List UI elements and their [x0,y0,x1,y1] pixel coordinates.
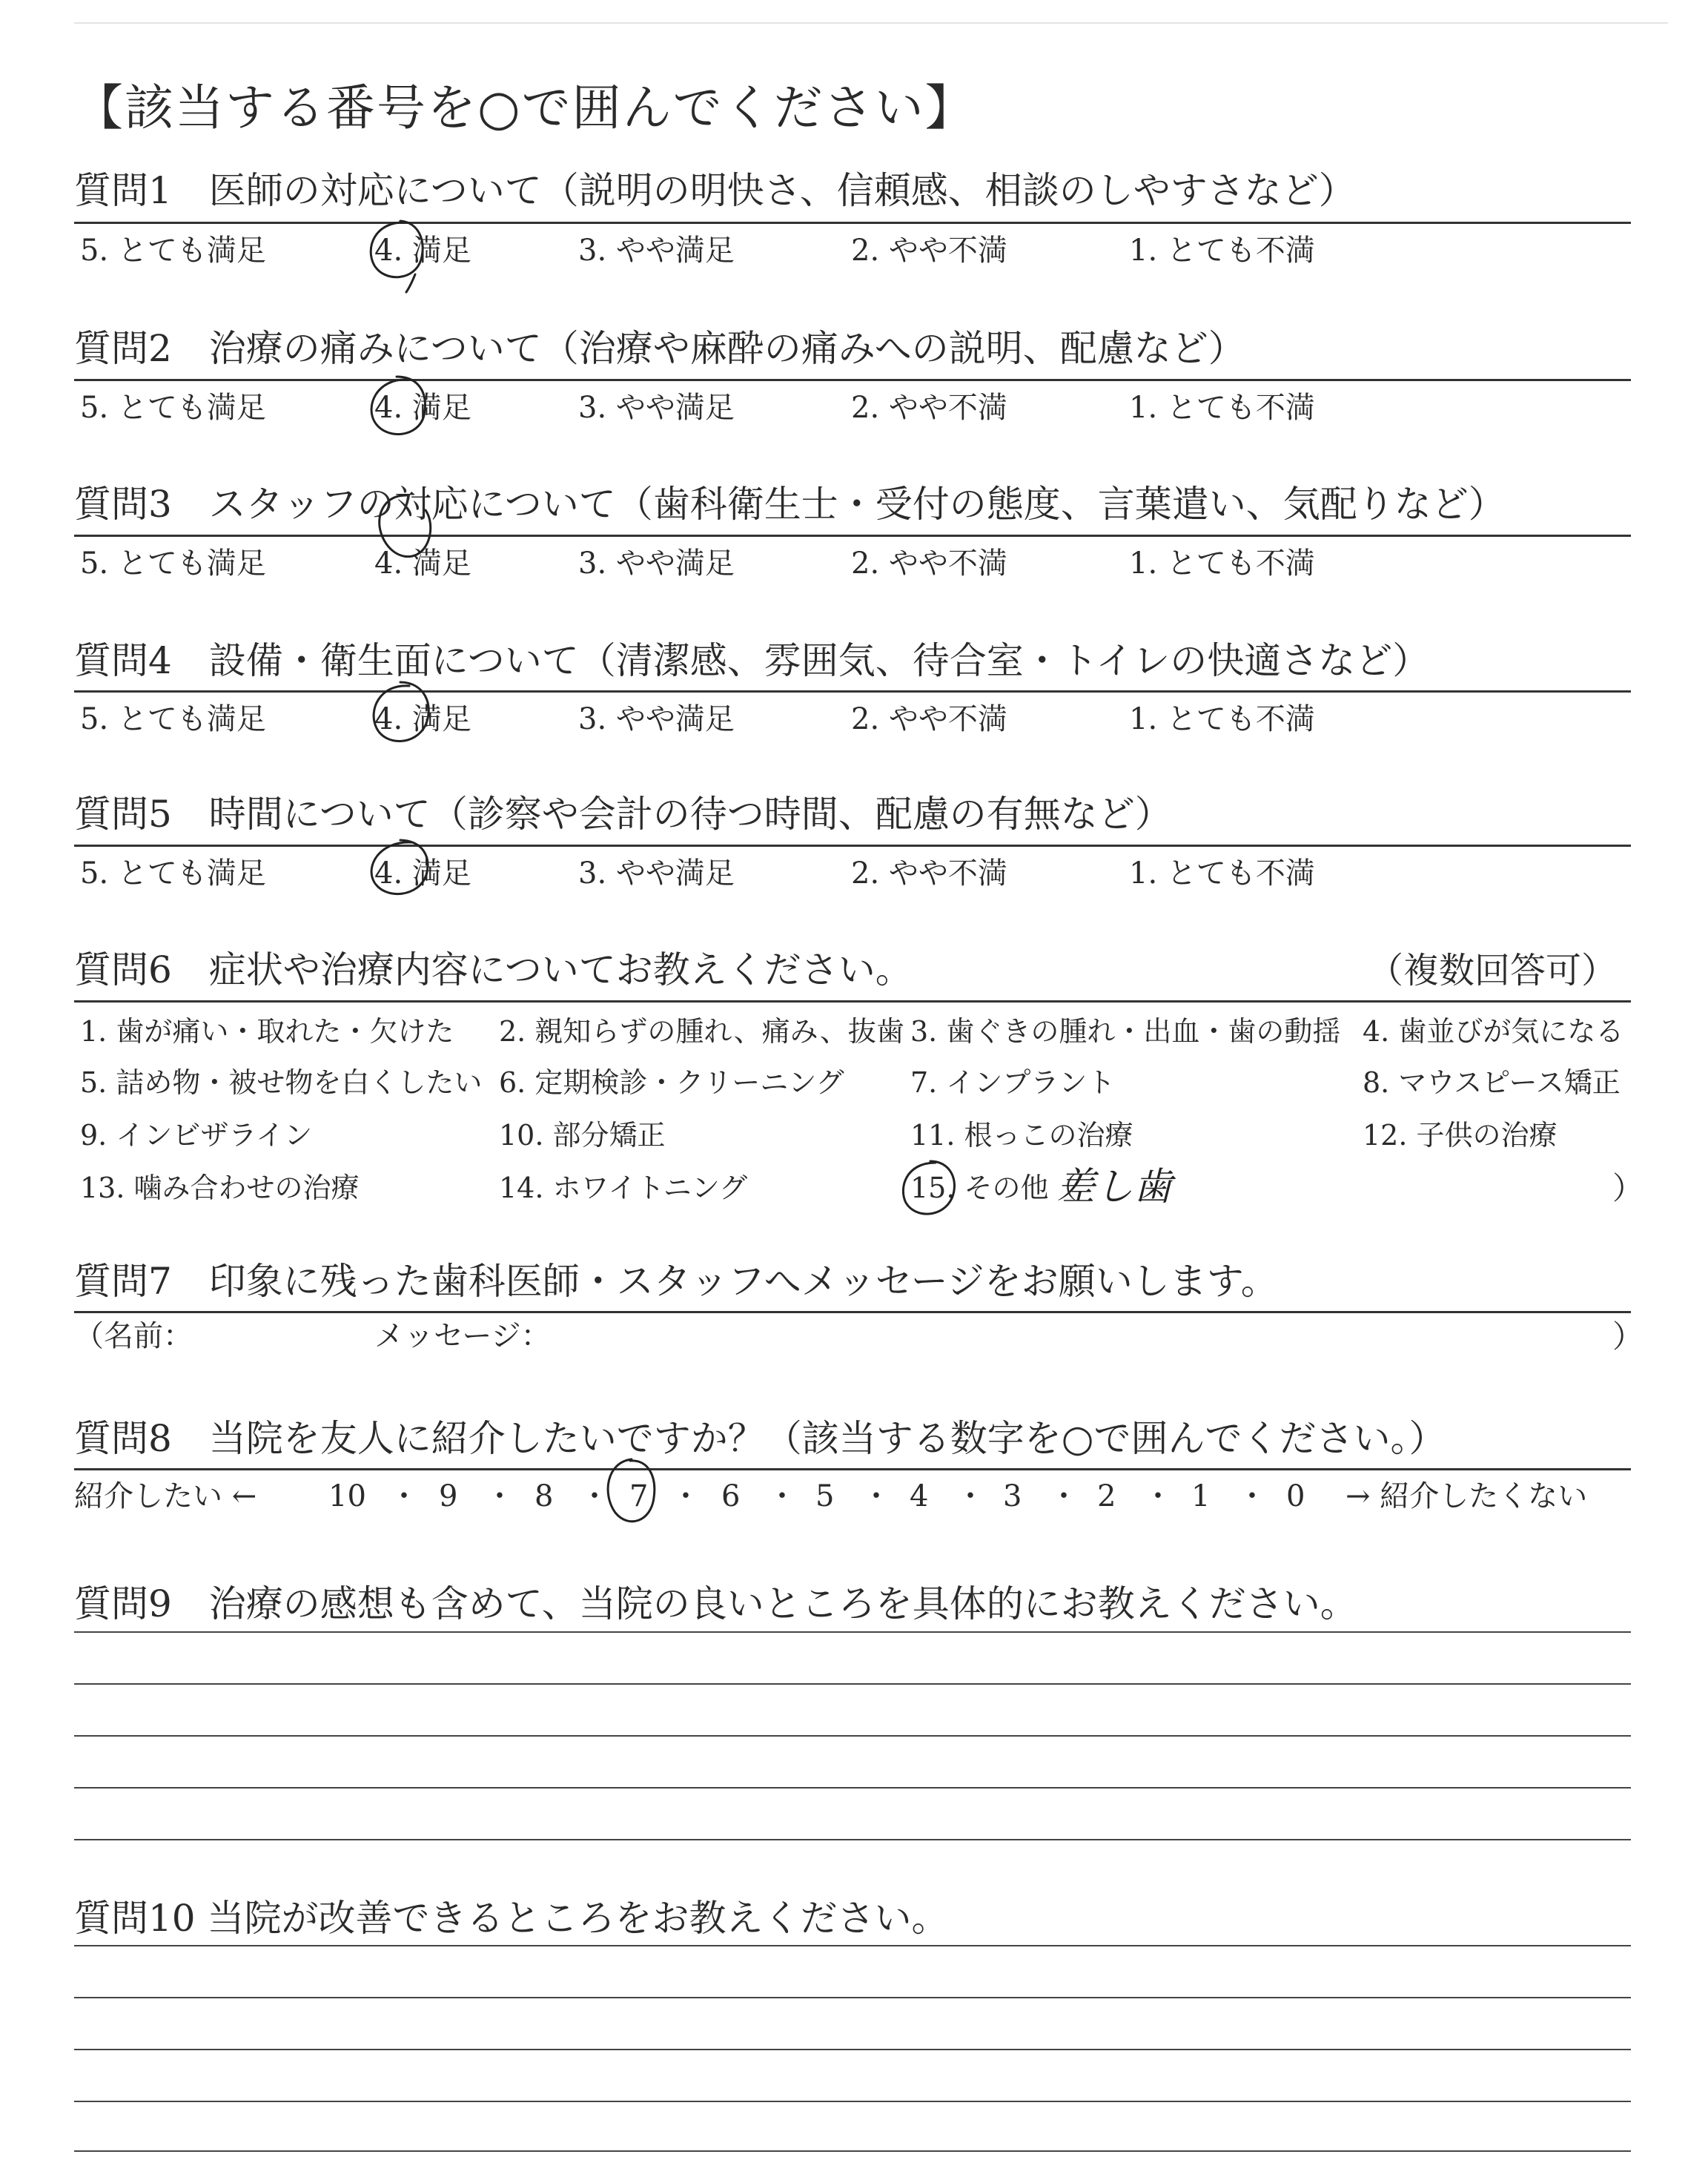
q6-option-14[interactable]: 14. ホワイトニング [499,1172,748,1204]
q6-option-10[interactable]: 10. 部分矯正 [499,1119,666,1152]
question-7-rule [74,1311,1631,1313]
q10-answer-line[interactable] [74,2101,1631,2102]
question-5-rule [74,845,1631,847]
q10-answer-line[interactable] [74,2049,1631,2050]
q9-answer-line[interactable] [74,1683,1631,1685]
q8-separator: ・ [1049,1479,1079,1513]
question-6-rule [74,1000,1631,1003]
q4-option-4[interactable]: 4. 満足 [374,702,471,736]
question-3-rule [74,535,1631,537]
q6-option-9[interactable]: 9. インビザライン [80,1119,313,1152]
question-1-rule [74,222,1631,224]
q8-scale-2[interactable]: 2 [1097,1479,1116,1513]
q6-option-6[interactable]: 6. 定期検診・クリーニング [499,1066,844,1099]
scan-edge-line [74,22,1668,24]
q3-option-2[interactable]: 2. やや不満 [851,546,1007,581]
q2-option-2[interactable]: 2. やや不満 [851,391,1007,425]
q6-other-closing-paren: ） [1612,1170,1644,1206]
q8-separator: ・ [671,1479,701,1513]
q7-message-label[interactable]: メッセージ： [374,1319,551,1353]
q2-option-4[interactable]: 4. 満足 [374,391,471,425]
q1-option-1[interactable]: 1. とても不満 [1129,234,1315,268]
q3-option-3[interactable]: 3. やや満足 [578,546,735,581]
q8-scale-6[interactable]: 6 [721,1479,741,1513]
question-10-title: 質問10 当院が改善できるところをお教えください。 [74,1897,949,1940]
q8-separator: ・ [1143,1479,1173,1513]
q1-option-4[interactable]: 4. 満足 [374,234,471,268]
q9-answer-line[interactable] [74,1787,1631,1789]
question-7-title: 質問7 印象に残った歯科医師・スタッフへメッセージをお願いします。 [74,1260,1278,1303]
q6-option-2[interactable]: 2. 親知らずの腫れ、痛み、抜歯 [499,1015,904,1048]
question-4-rule [74,690,1631,693]
question-8-title: 質問8 当院を友人に紹介したいですか？（該当する数字を○で囲んでください。） [74,1417,1446,1460]
q5-option-4[interactable]: 4. 満足 [374,856,471,891]
q4-option-3[interactable]: 3. やや満足 [578,702,735,736]
q4-option-2[interactable]: 2. やや不満 [851,702,1007,736]
q8-separator: ・ [1237,1479,1267,1513]
q3-option-4[interactable]: 4. 満足 [374,546,471,581]
q6-option-13[interactable]: 13. 噛み合わせの治療 [80,1172,360,1204]
q10-answer-line[interactable] [74,1997,1631,1998]
q6-option-15[interactable]: 15. その他（ [910,1172,1077,1204]
q7-name-label[interactable]: （名前： [74,1319,193,1353]
question-8-rule [74,1468,1631,1470]
q4-option-5[interactable]: 5. とても満足 [80,702,266,736]
q6-option-12[interactable]: 12. 子供の治療 [1363,1119,1558,1152]
question-1-title: 質問1 医師の対応について（説明の明快さ、信頼感、相談のしやすさなど） [74,169,1356,212]
q10-answer-line[interactable] [74,2150,1631,2152]
q8-scale-4[interactable]: 4 [910,1479,929,1513]
question-4-title: 質問4 設備・衛生面について（清潔感、雰囲気、待合室・トイレの快適さなど） [74,639,1430,682]
q8-separator: ・ [485,1479,514,1513]
question-3-title: 質問3 スタッフの対応について（歯科衛生士・受付の態度、言葉遣い、気配りなど） [74,483,1506,526]
q6-other-handwritten-text[interactable]: 差し歯 [1056,1165,1173,1209]
q2-option-5[interactable]: 5. とても満足 [80,391,266,425]
page-header: 【該当する番号を○で囲んでください】 [74,79,976,136]
q9-answer-line[interactable] [74,1839,1631,1840]
q8-separator: ・ [767,1479,797,1513]
q3-option-1[interactable]: 1. とても不満 [1129,546,1315,581]
q8-separator: ・ [861,1479,891,1513]
question-9-title: 質問9 治療の感想も含めて、当院の良いところを具体的にお教えください。 [74,1582,1357,1625]
question-5-title: 質問5 時間について（診察や会計の待つ時間、配慮の有無など） [74,793,1172,836]
q6-option-1[interactable]: 1. 歯が痛い・取れた・欠けた [80,1015,454,1048]
q1-option-3[interactable]: 3. やや満足 [578,234,735,268]
q8-right-label: → 紹介したくない [1345,1479,1588,1513]
q8-separator: ・ [389,1479,419,1513]
q8-separator: ・ [580,1479,609,1513]
q5-option-1[interactable]: 1. とても不満 [1129,856,1315,891]
q9-answer-line[interactable] [74,1735,1631,1737]
q4-option-1[interactable]: 1. とても不満 [1129,702,1315,736]
q5-option-3[interactable]: 3. やや満足 [578,856,735,891]
q6-option-7[interactable]: 7. インプラント [910,1066,1116,1099]
question-6-title: 質問6 症状や治療内容についてお教えください。 [74,948,913,991]
q5-option-5[interactable]: 5. とても満足 [80,856,266,891]
q8-scale-0[interactable]: 0 [1286,1479,1305,1513]
q8-scale-9[interactable]: 9 [439,1479,458,1513]
q6-option-11[interactable]: 11. 根っこの治療 [910,1119,1133,1152]
q10-answer-line[interactable] [74,1945,1631,1946]
q2-option-1[interactable]: 1. とても不満 [1129,391,1315,425]
q8-scale-3[interactable]: 3 [1003,1479,1022,1513]
q7-closing-paren: ） [1612,1318,1644,1355]
q8-scale-10[interactable]: 10 [328,1479,366,1513]
q6-option-5[interactable]: 5. 詰め物・被せ物を白くしたい [80,1066,483,1099]
question-2-title: 質問2 治療の痛みについて（治療や麻酔の痛みへの説明、配慮など） [74,327,1245,370]
q9-answer-line[interactable] [74,1631,1631,1633]
question-2-rule [74,379,1631,381]
q8-scale-8[interactable]: 8 [534,1479,554,1513]
q2-option-3[interactable]: 3. やや満足 [578,391,735,425]
question-6-multi-note: （複数回答可） [1368,950,1618,991]
q8-scale-1[interactable]: 1 [1191,1479,1211,1513]
q8-scale-7[interactable]: 7 [629,1479,649,1513]
q8-separator: ・ [956,1479,985,1513]
q1-option-2[interactable]: 2. やや不満 [851,234,1007,268]
q8-left-label: 紹介したい ← [74,1479,257,1513]
q6-option-4[interactable]: 4. 歯並びが気になる [1363,1015,1624,1048]
q5-option-2[interactable]: 2. やや不満 [851,856,1007,891]
q1-option-5[interactable]: 5. とても満足 [80,234,266,268]
q6-option-3[interactable]: 3. 歯ぐきの腫れ・出血・歯の動揺 [910,1015,1341,1048]
q8-scale-5[interactable]: 5 [815,1479,835,1513]
q3-option-5[interactable]: 5. とても満足 [80,546,266,581]
q6-option-8[interactable]: 8. マウスピース矯正 [1363,1066,1621,1099]
